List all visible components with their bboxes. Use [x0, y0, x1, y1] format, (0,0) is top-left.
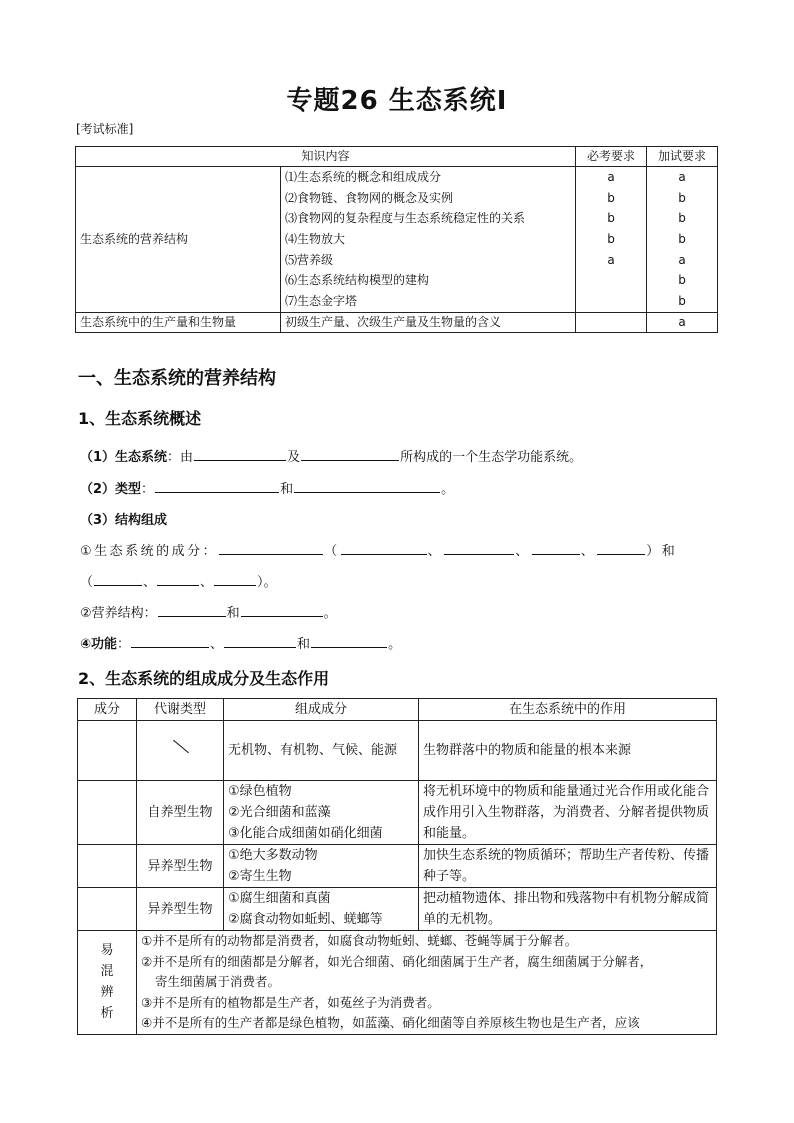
topic-item: ⑵食物链、食物网的概念及实例 — [285, 190, 454, 205]
level: a — [678, 170, 686, 184]
text: ：由 — [167, 450, 194, 465]
fill-blank[interactable] — [224, 635, 296, 648]
level: b — [678, 273, 686, 288]
note: ④并不是所有的生产者都是绿色植物，如蓝藻、硝化细菌等自养原核生物也是生产者，应该 — [141, 1015, 640, 1030]
level: a — [678, 252, 686, 267]
text: 、 — [210, 637, 224, 652]
level: a — [607, 252, 615, 267]
composition-cell — [224, 781, 419, 845]
text: 、 — [143, 575, 157, 590]
fill-blank[interactable] — [214, 573, 256, 586]
composition-item: ①绝大多数动物 — [228, 848, 318, 863]
level — [580, 270, 642, 291]
level: b — [607, 190, 615, 205]
level: b — [678, 211, 686, 226]
fill-blank[interactable] — [532, 542, 580, 555]
fill-blank[interactable] — [219, 542, 323, 555]
topic-item: ⑸营养级 — [285, 252, 334, 267]
fill-blank[interactable] — [94, 573, 142, 586]
paragraph-types — [80, 478, 454, 497]
fill-blank[interactable] — [131, 635, 209, 648]
text: 和 — [226, 606, 240, 621]
composition-item: ②光合细菌和蓝藻 — [228, 805, 331, 820]
exam-standard-table — [75, 146, 718, 333]
text: 。 — [323, 606, 337, 621]
header-required: 必考要求 — [576, 147, 647, 167]
fill-blank[interactable] — [301, 448, 399, 461]
role-cell: 生物群落中的物质和能量的根本来源 — [419, 721, 717, 781]
role-cell: 把动植物遗体、排出物和残落物中有机物分解成简单的无机物。 — [419, 888, 717, 931]
label-char: 混 — [100, 964, 114, 980]
composition-item: ③化能合成细菌如硝化细菌 — [228, 826, 383, 841]
topic-production: 生态系统中的生产量和生物量 — [76, 312, 281, 332]
level: a — [647, 312, 718, 332]
text: 、 — [580, 544, 597, 559]
diagonal-line — [171, 738, 189, 756]
level: b — [607, 211, 615, 226]
text: 。 — [388, 637, 402, 652]
text: 和 — [280, 482, 294, 497]
confusion-notes — [137, 931, 717, 1035]
text: ： — [117, 637, 131, 652]
empty-cell — [78, 781, 137, 845]
composition-item: ①腐生细菌和真菌 — [228, 891, 331, 906]
topic-items — [281, 167, 576, 313]
topic-item: ⑺生态金字塔 — [285, 294, 358, 309]
label-char: 易 — [100, 943, 114, 959]
paragraph-definition — [80, 446, 582, 465]
text: 所构成的一个生态学功能系统。 — [400, 450, 583, 465]
page-title: 专题26 生态系统Ⅰ — [286, 86, 508, 116]
label-char: 析 — [100, 1006, 114, 1022]
note: ②并不是所有的细菌都是分解者，如光合细菌、硝化细菌属于生产者，腐生细菌属于分解者， — [141, 953, 653, 969]
note: ①并不是所有的动物都是消费者，如腐食动物蚯蚓、蜣螂、苍蝇等属于分解者。 — [141, 933, 578, 948]
level: b — [678, 294, 686, 309]
text: （ — [324, 544, 340, 559]
fill-blank[interactable] — [311, 635, 387, 648]
header-additional: 加试要求 — [647, 147, 718, 167]
topic-item: ⑷生物放大 — [285, 232, 346, 247]
text: ②营养结构： — [80, 606, 157, 621]
standard-label: [考试标准] — [76, 122, 134, 136]
paragraph-structure: （3）结构组成 — [80, 513, 168, 528]
label: （1）生态系统 — [80, 450, 168, 465]
header-metabolism: 代谢类型 — [137, 699, 224, 721]
composition-item: ②寄生生物 — [228, 869, 292, 884]
header-role: 在生态系统中的作用 — [419, 699, 717, 721]
label: ④功能 — [80, 637, 118, 652]
components-table — [77, 698, 717, 1035]
fill-blank[interactable] — [194, 448, 286, 461]
empty-cell — [78, 721, 137, 781]
text: ： — [141, 482, 155, 497]
composition-item: ①绿色植物 — [228, 784, 292, 799]
fill-blank[interactable] — [341, 542, 427, 555]
composition-cell — [224, 845, 419, 888]
text: 及 — [287, 450, 301, 465]
level: b — [678, 232, 686, 247]
composition-cell: 无机物、有机物、气候、能源 — [224, 721, 419, 781]
fill-blank[interactable] — [294, 480, 440, 493]
diagonal-cell — [137, 721, 224, 781]
fill-blank[interactable] — [157, 573, 199, 586]
empty-cell — [78, 888, 137, 931]
fill-blank[interactable] — [158, 604, 226, 617]
paragraph-trophic — [80, 602, 337, 621]
topic-item: ⑴生态系统的概念和组成成分 — [285, 170, 442, 184]
fill-blank[interactable] — [241, 604, 323, 617]
text: 、 — [200, 575, 214, 590]
composition-cell — [224, 888, 419, 931]
subsection-heading: 1、生态系统概述 — [78, 409, 202, 428]
subsection-heading: 2、生态系统的组成成分及生态作用 — [78, 669, 330, 688]
level: b — [678, 190, 686, 205]
paragraph-components — [80, 540, 677, 559]
text: 、 — [427, 544, 444, 559]
fill-blank[interactable] — [444, 542, 514, 555]
metabolism-cell: 自养型生物 — [137, 781, 224, 845]
topic-item: ⑶食物网的复杂程度与生态系统稳定性的关系 — [285, 211, 526, 226]
label: （2）类型 — [80, 482, 142, 497]
header-composition: 组成成分 — [224, 699, 419, 721]
required-levels — [576, 167, 647, 313]
topic-trophic-structure: 生态系统的营养结构 — [76, 167, 281, 313]
header-knowledge: 知识内容 — [76, 147, 576, 167]
level: b — [607, 232, 615, 247]
level — [576, 312, 647, 332]
paragraph-function — [80, 633, 401, 652]
role-cell: 将无机环境中的物质和能量通过光合作用或化能合成作用引入生物群落，为消费者、分解者提供物质和能量。 — [419, 781, 717, 845]
paragraph-components-cont — [80, 571, 277, 590]
confusion-label — [78, 931, 137, 1035]
fill-blank[interactable] — [155, 480, 279, 493]
label-char: 辨 — [100, 985, 114, 1001]
header-component: 成分 — [78, 699, 137, 721]
level: a — [607, 170, 615, 184]
metabolism-cell: 异养型生物 — [137, 888, 224, 931]
fill-blank[interactable] — [597, 542, 645, 555]
role-cell: 加快生态系统的物质循环；帮助生产者传粉、传播种子等。 — [419, 845, 717, 888]
composition-item: ②腐食动物如蚯蚓、蜣螂等 — [228, 912, 383, 927]
text: ）和 — [646, 544, 678, 559]
empty-cell — [78, 845, 137, 888]
text: ）。 — [257, 575, 277, 590]
topic-item: 初级生产量、次级生产量及生物量的含义 — [281, 312, 576, 332]
additional-levels — [647, 167, 718, 313]
section-heading: 一、生态系统的营养结构 — [78, 368, 276, 389]
topic-item: ⑹生态系统结构模型的建构 — [285, 273, 430, 288]
text: 、 — [515, 544, 531, 559]
text: （ — [80, 575, 94, 590]
text: 和 — [297, 637, 311, 652]
metabolism-cell: 异养型生物 — [137, 845, 224, 888]
level — [580, 291, 642, 312]
text: ①生态系统的成分： — [80, 544, 219, 559]
note: 寄生细菌属于消费者。 — [155, 974, 281, 989]
text: 。 — [441, 482, 455, 497]
note: ③并不是所有的植物都是生产者，如菟丝子为消费者。 — [141, 994, 440, 1010]
